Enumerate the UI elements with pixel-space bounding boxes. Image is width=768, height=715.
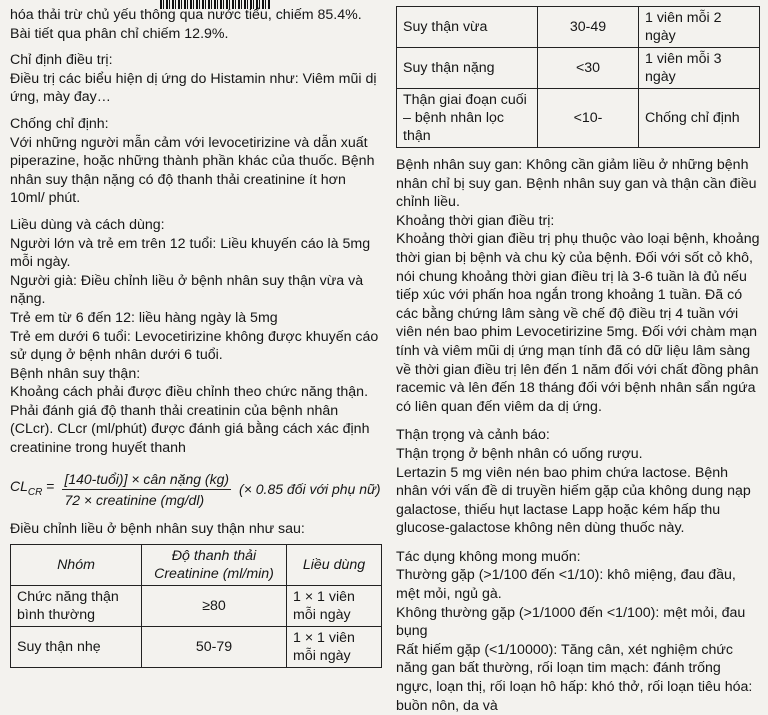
table-cell: Suy thận nhẹ: [11, 627, 142, 668]
dosage-heading: Liều dùng và cách dùng:: [10, 216, 165, 233]
table-cell: 1 × 1 viên mỗi ngày: [287, 586, 382, 627]
table-cell: 1 viên mỗi 2 ngày: [639, 7, 760, 48]
caution-heading: Thận trọng và cảnh báo:: [396, 427, 550, 444]
table-row: [11, 627, 382, 668]
creatinine-clearance-formula: [10, 470, 382, 510]
dosage-child-under-6: Trẻ em dưới 6 tuổi: Levocetirizine không được khuyến cáo sử dụng ở bệnh nhân dưới 6 tuổi.: [10, 328, 379, 364]
indication-text: Điều trị các biểu hiện dị ứng do Histamin như: Viêm mũi dị ứng, mày đay…: [10, 70, 377, 106]
right-column: [396, 6, 760, 715]
table-header-clearance: Độ thanh thải Creatinine (ml/min): [142, 545, 287, 586]
formula-numerator: [140-tuổi)] × cân nặng (kg): [62, 470, 231, 491]
formula-denominator: 72 × creatinine (mg/dl): [64, 492, 205, 509]
left-column: [10, 6, 382, 668]
dose-adjust-heading: Điều chỉnh liều ở bệnh nhân suy thận như sau:: [10, 520, 305, 537]
table-cell: 50-79: [142, 627, 287, 668]
caution-text-lactose: Lertazin 5 mg viên nén bao phim chứa lactose. Bệnh nhân với vấn đề di truyền hiếm gặp của không dung nạp galactose, thiếu hụt lactase Lapp hoặc kém hấp thu glucose-galactose không nên dùng thuốc này.: [396, 464, 751, 537]
liver-text: Bệnh nhân suy gan: Không cần giảm liều ở những bệnh nhân chỉ bị suy gan. Bệnh nhân suy gan và thận cần điều chỉnh liều.: [396, 157, 757, 211]
renal-text: Khoảng cách phải được điều chỉnh theo chức năng thận. Phải đánh giá độ thanh thải creatinin của bệnh nhân (CLcr). CLcr (ml/phút) được đánh giá bằng cách xác định creatinine trong huyết thanh: [10, 384, 370, 457]
table-cell: Thận giai đoạn cuối – bệnh nhân lọc thận: [397, 89, 538, 148]
table-cell: Suy thận vừa: [397, 7, 538, 48]
table-cell: Chức năng thận bình thường: [11, 586, 142, 627]
table-cell: Suy thận nặng: [397, 48, 538, 89]
indication-heading: Chỉ định điều trị:: [10, 52, 113, 69]
formula-female-factor: (× 0.85 đối với phụ nữ): [239, 481, 381, 498]
side-effects-rare: Rất hiếm gặp (<1/10000): Tăng cân, xét nghiệm chức năng gan bất thường, rối loạn tim mạch: đánh trống ngực, loạn thị, rối loạn hô hấp: khó thở, rối loạn tiêu hóa: buồn nôn, da và: [396, 641, 753, 714]
dosage-elderly: Người già: Điều chỉnh liều ở bệnh nhân suy thận vừa và nặng.: [10, 272, 364, 308]
dosage-child-6-12: Trẻ em từ 6 đến 12: liều hàng ngày là 5mg: [10, 309, 278, 326]
table-cell: 30-49: [538, 7, 639, 48]
table-cell: 1 × 1 viên mỗi ngày: [287, 627, 382, 668]
dose-adjust-table-continued: [396, 6, 760, 148]
contraindication-heading: Chống chỉ định:: [10, 115, 109, 132]
formula-fraction: [62, 470, 231, 510]
table-cell: 1 viên mỗi 3 ngày: [639, 48, 760, 89]
table-header-group: Nhóm: [11, 545, 142, 586]
table-cell: Chống chỉ định: [639, 89, 760, 148]
dosage-adult: Người lớn và trẻ em trên 12 tuổi: Liều khuyến cáo là 5mg mỗi ngày.: [10, 235, 371, 271]
contraindication-text: Với những người mẫn cảm với levocetirizine và dẫn xuất piperazine, hoặc những thành phần khác của thuốc. Bệnh nhân suy thận nặng có độ thanh thải creatinine ít hơn 10ml/ phút.: [10, 134, 375, 207]
duration-heading: Khoảng thời gian điều trị:: [396, 212, 555, 229]
intro-text: hóa thải trừ chủ yếu thông qua nước tiểu, chiếm 85.4%. Bài tiết qua phân chỉ chiếm 12.9%.: [10, 7, 362, 42]
side-effects-common: Thường gặp (>1/100 đến <1/10): khô miệng, đau đầu, mệt mỏi, ngủ gà.: [396, 567, 736, 603]
dose-adjust-table: [10, 544, 382, 668]
table-header-dose: Liều dùng: [287, 545, 382, 586]
renal-heading: Bệnh nhân suy thận:: [10, 365, 141, 382]
table-header-row: [11, 545, 382, 586]
table-cell: <10-: [538, 89, 639, 148]
duration-text: Khoảng thời gian điều trị phụ thuộc vào loại bệnh, khoảng thời gian bị bệnh và chu kỳ của bệnh. Đối với sốt cỏ khô, nói chung khoảng thời gian điều trị là 3-6 tuần là đủ nếu tiếp xúc với phấn hoa ngắn trong khoảng 1 tuần. Đã có các bằng chứng lâm sàng về chế độ điều trị 4 tuần với viên nén bao phim Levocetirizine 5mg. Đối với chàm mạn tính và viêm mũi dị ứng mạn tính đã có dữ liệu lâm sàng về thời gian điều trị lên đến 1 năm đối với chất đồng phân racemic và lên đến 18 tháng đối với bệnh nhân sẩn ngứa có liên quan đến viêm da dị ứng.: [396, 231, 760, 415]
formula-lhs: $CL_{CR}$ =: [10, 478, 55, 498]
table-row: [397, 89, 760, 148]
table-row: [397, 48, 760, 89]
side-effects-uncommon: Không thường gặp (>1/1000 đến <1/100): mệt mỏi, đau bụng: [396, 604, 746, 640]
table-cell: ≥80: [142, 586, 287, 627]
table-row: [397, 7, 760, 48]
side-effects-heading: Tác dụng không mong muốn:: [396, 548, 581, 565]
table-row: [11, 586, 382, 627]
caution-text-alcohol: Thận trọng ở bệnh nhân có uống rượu.: [396, 445, 643, 462]
table-cell: <30: [538, 48, 639, 89]
